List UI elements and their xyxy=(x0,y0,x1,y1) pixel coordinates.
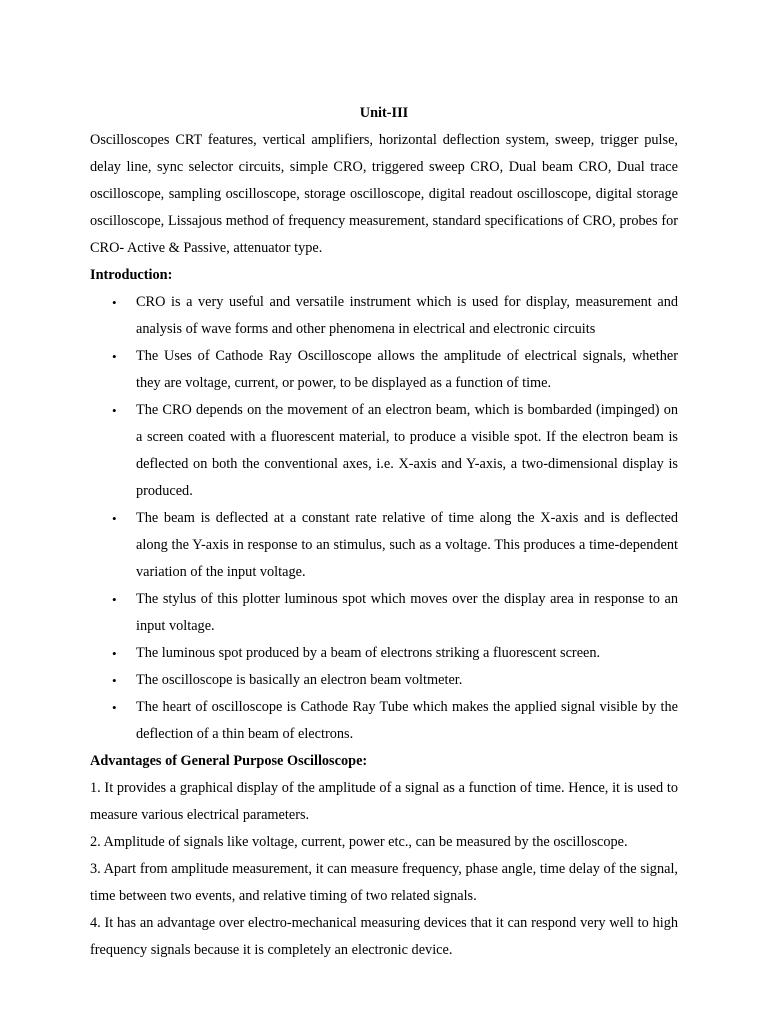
advantage-item: 4. It has an advantage over electro-mechanical measuring devices that it can respond very well to high frequency signals because it is completely an electronic device. xyxy=(90,915,678,958)
list-item-text: The heart of oscilloscope is Cathode Ray Tube which makes the applied signal visible by the deflection of a thin beam of electrons. xyxy=(136,699,678,742)
list-item-text: The oscilloscope is basically an electron beam voltmeter. xyxy=(136,672,463,688)
bullet-icon: • xyxy=(112,403,117,418)
list-item xyxy=(90,289,678,343)
bullet-icon: • xyxy=(112,295,117,310)
list-item xyxy=(90,586,678,640)
list-item xyxy=(90,694,678,748)
list-item xyxy=(90,397,678,505)
bullet-icon: • xyxy=(112,349,117,364)
list-item-text: The stylus of this plotter luminous spot which moves over the display area in response to an input voltage. xyxy=(136,591,678,634)
bullet-icon: • xyxy=(112,646,117,661)
list-item xyxy=(90,343,678,397)
advantages-heading: Advantages of General Purpose Oscilloscope: xyxy=(90,753,368,769)
introduction-bullet-list xyxy=(90,289,678,748)
list-item-text: CRO is a very useful and versatile instrument which is used for display, measurement and analysis of wave forms and other phenomena in electrical and electronic circuits xyxy=(136,294,678,337)
list-item xyxy=(90,505,678,586)
list-item xyxy=(90,667,678,694)
advantage-item: 3. Apart from amplitude measurement, it can measure frequency, phase angle, time delay of the signal, time between two events, and relative timing of two related signals. xyxy=(90,861,678,904)
advantage-item: 1. It provides a graphical display of the amplitude of a signal as a function of time. Hence, it is used to measure various electrical parameters. xyxy=(90,780,678,823)
list-item-text: The luminous spot produced by a beam of electrons striking a fluorescent screen. xyxy=(136,645,601,661)
advantage-item: 2. Amplitude of signals like voltage, current, power etc., can be measured by the oscilloscope. xyxy=(90,834,628,850)
list-item-text: The beam is deflected at a constant rate relative of time along the X-axis and is deflected along the Y-axis in response to an stimulus, such as a voltage. This produces a time-dependent variation of the input voltage. xyxy=(136,510,678,580)
list-item-text: The Uses of Cathode Ray Oscilloscope allows the amplitude of electrical signals, whether they are voltage, current, or power, to be displayed as a function of time. xyxy=(136,348,678,391)
bullet-icon: • xyxy=(112,673,117,688)
list-item-text: The CRO depends on the movement of an electron beam, which is bombarded (impinged) on a screen coated with a fluorescent material, to produce a visible spot. If the electron beam is deflected on both the conventional axes, i.e. X-axis and Y-axis, a two-dimensional display is produced. xyxy=(136,402,678,499)
bullet-icon: • xyxy=(112,592,117,607)
introduction-heading: Introduction: xyxy=(90,267,173,283)
list-item xyxy=(90,640,678,667)
bullet-icon: • xyxy=(112,700,117,715)
syllabus-paragraph: Oscilloscopes CRT features, vertical amplifiers, horizontal deflection system, sweep, trigger pulse, delay line, sync selector circuits, simple CRO, triggered sweep CRO, Dual beam CRO, Dual trace oscilloscope, sampling oscilloscope, storage oscilloscope, digital readout oscilloscope, digital storage oscilloscope, Lissajous method of frequency measurement, standard specifications of CRO, probes for CRO- Active & Passive, attenuator type. xyxy=(90,132,678,256)
document-page xyxy=(90,100,678,964)
bullet-icon: • xyxy=(112,511,117,526)
page-title: Unit-III xyxy=(359,105,409,121)
